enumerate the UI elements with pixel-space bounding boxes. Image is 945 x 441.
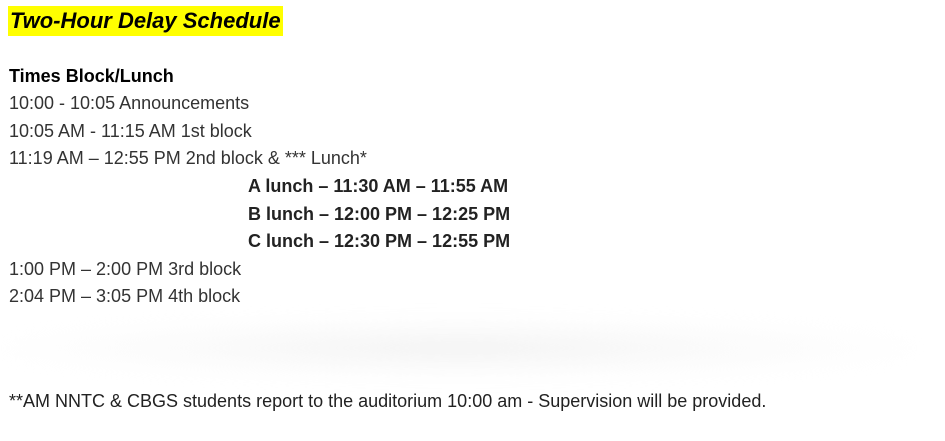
schedule-row-announcements: 10:00 - 10:05 Announcements bbox=[9, 93, 250, 113]
schedule-heading: Times Block/Lunch bbox=[9, 66, 174, 86]
schedule-row-2nd-block: 11:19 AM – 12:55 PM 2nd block & *** Lunch* bbox=[9, 148, 367, 168]
lunch-row-c: C lunch – 12:30 PM – 12:55 PM bbox=[248, 231, 511, 251]
lunch-row-a: A lunch – 11:30 AM – 11:55 AM bbox=[248, 176, 509, 196]
page-title: Two-Hour Delay Schedule bbox=[10, 8, 281, 33]
schedule-row-3rd-block: 1:00 PM – 2:00 PM 3rd block bbox=[9, 259, 242, 279]
supervision-note: **AM NNTC & CBGS students report to the auditorium 10:00 am - Supervision will be provided. bbox=[9, 391, 767, 411]
schedule-row-4th-block: 2:04 PM – 3:05 PM 4th block bbox=[9, 286, 241, 306]
title-highlight bbox=[8, 6, 283, 36]
lunch-row-b: B lunch – 12:00 PM – 12:25 PM bbox=[248, 204, 511, 224]
blurred-region bbox=[4, 315, 914, 381]
schedule-row-1st-block: 10:05 AM - 11:15 AM 1st block bbox=[9, 121, 252, 141]
